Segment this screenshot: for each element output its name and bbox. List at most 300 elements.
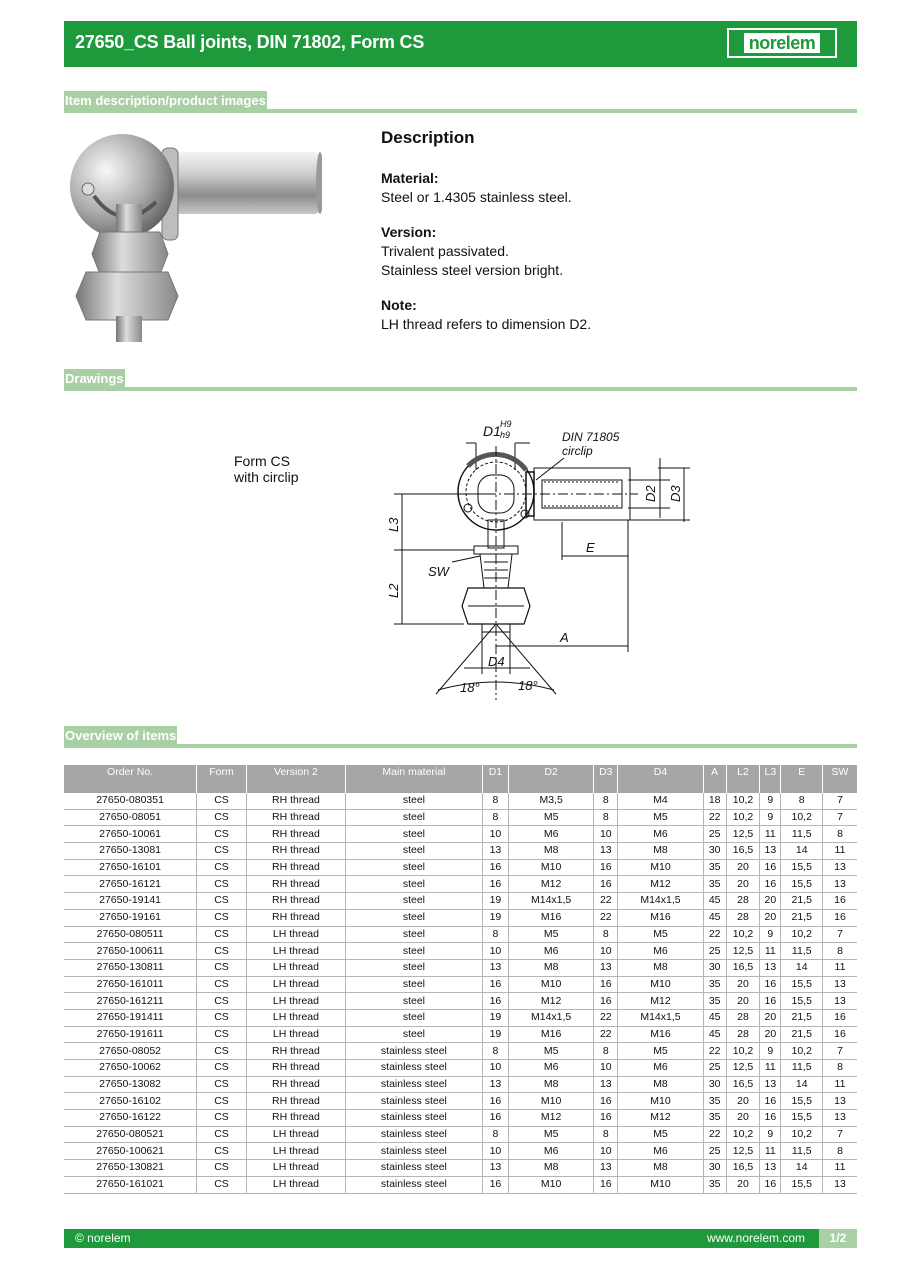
table-cell: 22 bbox=[703, 1043, 726, 1060]
table-row[interactable] bbox=[64, 976, 857, 993]
table-cell: steel bbox=[346, 976, 483, 993]
table-cell: 16 bbox=[760, 976, 781, 993]
table-cell: 35 bbox=[703, 1110, 726, 1127]
table-cell: 18 bbox=[703, 793, 726, 809]
col-header[interactable]: L3 bbox=[760, 765, 781, 793]
table-cell: 12,5 bbox=[726, 1060, 759, 1077]
table-cell: 15,5 bbox=[781, 976, 823, 993]
table-cell: 10,2 bbox=[726, 1126, 759, 1143]
table-cell: 15,5 bbox=[781, 859, 823, 876]
table-cell: stainless steel bbox=[346, 1126, 483, 1143]
table-cell: LH thread bbox=[246, 993, 345, 1010]
table-cell: 8 bbox=[482, 809, 508, 826]
table-cell: CS bbox=[197, 809, 247, 826]
table-cell: LH thread bbox=[246, 926, 345, 943]
table-cell: 10 bbox=[594, 826, 618, 843]
table-cell: steel bbox=[346, 826, 483, 843]
table-cell: 15,5 bbox=[781, 876, 823, 893]
table-cell: 9 bbox=[760, 1126, 781, 1143]
table-cell: 16 bbox=[760, 1110, 781, 1127]
table-cell: CS bbox=[197, 1143, 247, 1160]
table-cell: M6 bbox=[618, 1060, 703, 1077]
table-cell: 19 bbox=[482, 1009, 508, 1026]
table-cell: 20 bbox=[726, 993, 759, 1010]
table-cell: RH thread bbox=[246, 843, 345, 860]
table-cell: 27650-16122 bbox=[64, 1110, 197, 1127]
table-cell: 13 bbox=[760, 1076, 781, 1093]
table-cell: 27650-08052 bbox=[64, 1043, 197, 1060]
table-cell: 13 bbox=[594, 959, 618, 976]
table-cell: 13 bbox=[822, 1176, 857, 1193]
table-row[interactable] bbox=[64, 859, 857, 876]
table-cell: 16 bbox=[594, 993, 618, 1010]
table-cell: M5 bbox=[618, 926, 703, 943]
table-cell: CS bbox=[197, 893, 247, 910]
table-cell: steel bbox=[346, 926, 483, 943]
col-header[interactable]: D3 bbox=[594, 765, 618, 793]
table-row[interactable] bbox=[64, 793, 857, 809]
table-cell: M14x1,5 bbox=[509, 1009, 594, 1026]
table-cell: 8 bbox=[822, 943, 857, 960]
table-cell: CS bbox=[197, 1126, 247, 1143]
table-cell: M8 bbox=[618, 1076, 703, 1093]
table-cell: 16 bbox=[482, 993, 508, 1010]
dim-angle-right: 18° bbox=[518, 678, 538, 693]
table-cell: 27650-13081 bbox=[64, 843, 197, 860]
table-cell: 16 bbox=[760, 859, 781, 876]
footer-copyright: © norelem bbox=[75, 1231, 131, 1245]
table-cell: 27650-161021 bbox=[64, 1176, 197, 1193]
table-cell: 16 bbox=[822, 1026, 857, 1043]
table-row[interactable] bbox=[64, 1176, 857, 1193]
din-label-2: circlip bbox=[562, 444, 593, 458]
table-cell: 22 bbox=[703, 1126, 726, 1143]
table-cell: LH thread bbox=[246, 959, 345, 976]
table-cell: stainless steel bbox=[346, 1043, 483, 1060]
table-row[interactable] bbox=[64, 1160, 857, 1177]
table-cell: 9 bbox=[760, 926, 781, 943]
table-cell: 22 bbox=[594, 1009, 618, 1026]
table-cell: 10,2 bbox=[781, 1126, 823, 1143]
table-cell: 25 bbox=[703, 1060, 726, 1077]
page-footer bbox=[64, 1229, 857, 1248]
table-cell: CS bbox=[197, 959, 247, 976]
section-title-overview: Overview of items bbox=[64, 726, 177, 746]
table-cell: M5 bbox=[509, 926, 594, 943]
col-header[interactable]: Form bbox=[197, 765, 247, 793]
section-item-description bbox=[64, 91, 857, 113]
table-row[interactable] bbox=[64, 1026, 857, 1043]
table-cell: 20 bbox=[760, 909, 781, 926]
table-cell: 14 bbox=[781, 1160, 823, 1177]
table-row[interactable] bbox=[64, 1093, 857, 1110]
table-cell: 8 bbox=[594, 793, 618, 809]
table-row[interactable] bbox=[64, 993, 857, 1010]
table-cell: 10 bbox=[482, 1143, 508, 1160]
table-cell: 28 bbox=[726, 909, 759, 926]
table-cell: 8 bbox=[594, 1043, 618, 1060]
table-cell: M8 bbox=[618, 959, 703, 976]
table-cell: M3,5 bbox=[509, 793, 594, 809]
table-cell: 12,5 bbox=[726, 826, 759, 843]
table-cell: 15,5 bbox=[781, 1093, 823, 1110]
table-cell: RH thread bbox=[246, 893, 345, 910]
table-header-row bbox=[64, 765, 857, 793]
table-cell: 13 bbox=[482, 843, 508, 860]
table-cell: 13 bbox=[594, 843, 618, 860]
table-cell: steel bbox=[346, 959, 483, 976]
section-divider bbox=[64, 109, 857, 113]
table-cell: 27650-130821 bbox=[64, 1160, 197, 1177]
table-cell: 16,5 bbox=[726, 959, 759, 976]
table-cell: 14 bbox=[781, 1076, 823, 1093]
table-cell: M10 bbox=[618, 859, 703, 876]
table-cell: 20 bbox=[726, 859, 759, 876]
table-cell: stainless steel bbox=[346, 1076, 483, 1093]
table-cell: 13 bbox=[594, 1076, 618, 1093]
table-cell: 25 bbox=[703, 826, 726, 843]
table-cell: 8 bbox=[822, 1143, 857, 1160]
dim-e: E bbox=[586, 540, 595, 555]
table-cell: 16 bbox=[594, 976, 618, 993]
table-cell: M5 bbox=[509, 1043, 594, 1060]
table-cell: CS bbox=[197, 1160, 247, 1177]
table-cell: RH thread bbox=[246, 1060, 345, 1077]
table-row[interactable] bbox=[64, 876, 857, 893]
table-cell: 7 bbox=[822, 809, 857, 826]
table-cell: 16 bbox=[594, 859, 618, 876]
table-cell: LH thread bbox=[246, 1026, 345, 1043]
table-cell: 25 bbox=[703, 1143, 726, 1160]
table-row[interactable] bbox=[64, 926, 857, 943]
table-cell: stainless steel bbox=[346, 1060, 483, 1077]
table-cell: 28 bbox=[726, 893, 759, 910]
table-cell: 10 bbox=[594, 1143, 618, 1160]
table-row[interactable] bbox=[64, 1143, 857, 1160]
table-cell: 19 bbox=[482, 1026, 508, 1043]
col-header[interactable]: SW bbox=[822, 765, 857, 793]
table-cell: 16 bbox=[482, 876, 508, 893]
table-cell: LH thread bbox=[246, 1176, 345, 1193]
table-cell: 11 bbox=[822, 1076, 857, 1093]
col-header[interactable]: Order No. bbox=[64, 765, 197, 793]
section-title-drawings: Drawings bbox=[64, 369, 125, 389]
table-row[interactable] bbox=[64, 943, 857, 960]
table-cell: 45 bbox=[703, 893, 726, 910]
table-cell: 13 bbox=[482, 1160, 508, 1177]
table-cell: 20 bbox=[760, 1026, 781, 1043]
table-cell: M12 bbox=[618, 876, 703, 893]
table-cell: 8 bbox=[482, 1043, 508, 1060]
table-cell: 27650-19161 bbox=[64, 909, 197, 926]
table-cell: 9 bbox=[760, 809, 781, 826]
table-cell: 11 bbox=[760, 1060, 781, 1077]
table-cell: 10,2 bbox=[726, 1043, 759, 1060]
table-cell: M12 bbox=[509, 993, 594, 1010]
table-cell: 10 bbox=[482, 1060, 508, 1077]
table-cell: steel bbox=[346, 909, 483, 926]
table-row[interactable] bbox=[64, 909, 857, 926]
table-row[interactable] bbox=[64, 893, 857, 910]
col-header[interactable]: L2 bbox=[726, 765, 759, 793]
page-number: 1/2 bbox=[819, 1229, 857, 1248]
table-cell: 16,5 bbox=[726, 1076, 759, 1093]
table-cell: M12 bbox=[509, 876, 594, 893]
dim-d3: D3 bbox=[668, 485, 683, 502]
table-cell: 11,5 bbox=[781, 826, 823, 843]
table-cell: CS bbox=[197, 1176, 247, 1193]
table-cell: 10,2 bbox=[781, 1043, 823, 1060]
table-cell: steel bbox=[346, 843, 483, 860]
table-cell: 35 bbox=[703, 876, 726, 893]
table-cell: steel bbox=[346, 1009, 483, 1026]
note-text: LH thread refers to dimension D2. bbox=[381, 316, 592, 332]
table-cell: CS bbox=[197, 1060, 247, 1077]
table-row[interactable] bbox=[64, 809, 857, 826]
din-label-1: DIN 71805 bbox=[562, 430, 620, 444]
norelem-logo[interactable]: norelem bbox=[727, 28, 837, 58]
table-cell: M12 bbox=[509, 1110, 594, 1127]
table-cell: M6 bbox=[618, 826, 703, 843]
table-cell: 8 bbox=[594, 926, 618, 943]
table-cell: CS bbox=[197, 1043, 247, 1060]
table-cell: 16 bbox=[822, 1009, 857, 1026]
table-cell: RH thread bbox=[246, 793, 345, 809]
table-cell: 10,2 bbox=[781, 926, 823, 943]
table-cell: 10 bbox=[482, 943, 508, 960]
table-cell: 11,5 bbox=[781, 1060, 823, 1077]
col-header[interactable]: A bbox=[703, 765, 726, 793]
table-cell: 11,5 bbox=[781, 1143, 823, 1160]
table-cell: 27650-19141 bbox=[64, 893, 197, 910]
table-cell: CS bbox=[197, 993, 247, 1010]
dim-l3: L3 bbox=[386, 517, 401, 532]
table-row[interactable] bbox=[64, 1076, 857, 1093]
table-cell: 11,5 bbox=[781, 943, 823, 960]
table-cell: M10 bbox=[509, 859, 594, 876]
table-cell: CS bbox=[197, 843, 247, 860]
table-cell: M10 bbox=[509, 976, 594, 993]
table-cell: 27650-080511 bbox=[64, 926, 197, 943]
table-row[interactable] bbox=[64, 826, 857, 843]
table-cell: 22 bbox=[594, 1026, 618, 1043]
table-cell: 22 bbox=[594, 893, 618, 910]
table-cell: LH thread bbox=[246, 943, 345, 960]
product-image bbox=[64, 124, 322, 346]
table-cell: 8 bbox=[482, 926, 508, 943]
table-cell: 28 bbox=[726, 1026, 759, 1043]
table-cell: stainless steel bbox=[346, 1176, 483, 1193]
version-info bbox=[381, 223, 811, 280]
table-cell: 45 bbox=[703, 909, 726, 926]
table-cell: M6 bbox=[618, 1143, 703, 1160]
table-cell: 20 bbox=[726, 1176, 759, 1193]
table-cell: 13 bbox=[482, 1076, 508, 1093]
table-cell: 11 bbox=[760, 1143, 781, 1160]
table-cell: steel bbox=[346, 893, 483, 910]
table-cell: 27650-16121 bbox=[64, 876, 197, 893]
col-header[interactable]: D1 bbox=[482, 765, 508, 793]
table-cell: M8 bbox=[509, 843, 594, 860]
table-cell: 20 bbox=[760, 893, 781, 910]
table-cell: 16 bbox=[482, 1176, 508, 1193]
table-cell: 7 bbox=[822, 926, 857, 943]
table-cell: 14 bbox=[781, 959, 823, 976]
table-cell: 30 bbox=[703, 843, 726, 860]
table-cell: M5 bbox=[509, 1126, 594, 1143]
table-cell: steel bbox=[346, 993, 483, 1010]
col-header[interactable]: Main material bbox=[346, 765, 483, 793]
table-cell: M6 bbox=[509, 943, 594, 960]
table-cell: M6 bbox=[509, 1143, 594, 1160]
table-cell: CS bbox=[197, 859, 247, 876]
form-label-line-1: Form CS bbox=[234, 453, 290, 469]
table-cell: 16 bbox=[594, 1093, 618, 1110]
table-cell: M5 bbox=[618, 1043, 703, 1060]
table-cell: 35 bbox=[703, 993, 726, 1010]
dim-d1-tol-bottom: h9 bbox=[500, 430, 511, 440]
table-cell: 27650-130811 bbox=[64, 959, 197, 976]
table-cell: 16,5 bbox=[726, 843, 759, 860]
table-cell: M16 bbox=[618, 1026, 703, 1043]
table-cell: LH thread bbox=[246, 1143, 345, 1160]
table-cell: 9 bbox=[760, 793, 781, 809]
table-cell: 9 bbox=[760, 1043, 781, 1060]
table-cell: 15,5 bbox=[781, 1176, 823, 1193]
table-cell: 13 bbox=[482, 959, 508, 976]
table-cell: 13 bbox=[760, 1160, 781, 1177]
table-cell: LH thread bbox=[246, 1126, 345, 1143]
table-cell: 16 bbox=[822, 893, 857, 910]
table-row[interactable] bbox=[64, 843, 857, 860]
table-cell: CS bbox=[197, 976, 247, 993]
section-overview bbox=[64, 726, 857, 748]
material-label: Material: bbox=[381, 170, 439, 186]
table-cell: CS bbox=[197, 1076, 247, 1093]
table-cell: M10 bbox=[618, 1093, 703, 1110]
table-cell: M10 bbox=[618, 1176, 703, 1193]
col-header[interactable]: D2 bbox=[509, 765, 594, 793]
table-cell: CS bbox=[197, 876, 247, 893]
table-cell: 13 bbox=[822, 993, 857, 1010]
table-cell: steel bbox=[346, 809, 483, 826]
table-cell: RH thread bbox=[246, 809, 345, 826]
page-header bbox=[64, 21, 857, 67]
dim-d2: D2 bbox=[643, 485, 658, 502]
table-cell: 11 bbox=[822, 843, 857, 860]
table-row[interactable] bbox=[64, 1126, 857, 1143]
table-cell: 10,2 bbox=[726, 926, 759, 943]
table-cell: 7 bbox=[822, 793, 857, 809]
table-cell: M5 bbox=[509, 809, 594, 826]
table-cell: 21,5 bbox=[781, 1026, 823, 1043]
table-cell: 13 bbox=[822, 976, 857, 993]
table-cell: LH thread bbox=[246, 1009, 345, 1026]
table-cell: M8 bbox=[618, 843, 703, 860]
table-cell: 11 bbox=[760, 943, 781, 960]
table-cell: 30 bbox=[703, 1160, 726, 1177]
table-cell: 7 bbox=[822, 1043, 857, 1060]
table-cell: M12 bbox=[618, 1110, 703, 1127]
table-row[interactable] bbox=[64, 1110, 857, 1127]
dim-d1: D1 bbox=[483, 423, 501, 439]
technical-drawing bbox=[380, 410, 700, 710]
table-cell: 16 bbox=[760, 993, 781, 1010]
table-cell: 10 bbox=[482, 826, 508, 843]
table-cell: 27650-080521 bbox=[64, 1126, 197, 1143]
table-cell: 27650-08051 bbox=[64, 809, 197, 826]
description-block bbox=[381, 128, 811, 350]
table-cell: 21,5 bbox=[781, 1009, 823, 1026]
table-cell: M6 bbox=[509, 826, 594, 843]
table-cell: 27650-10061 bbox=[64, 826, 197, 843]
col-header[interactable]: Version 2 bbox=[246, 765, 345, 793]
table-cell: 13 bbox=[822, 1093, 857, 1110]
table-cell: 16 bbox=[594, 1110, 618, 1127]
table-cell: 20 bbox=[760, 1009, 781, 1026]
table-row[interactable] bbox=[64, 1043, 857, 1060]
table-cell: M4 bbox=[618, 793, 703, 809]
table-cell: 27650-100621 bbox=[64, 1143, 197, 1160]
table-cell: 16 bbox=[594, 1176, 618, 1193]
table-cell: steel bbox=[346, 876, 483, 893]
table-cell: steel bbox=[346, 943, 483, 960]
table-cell: 45 bbox=[703, 1009, 726, 1026]
table-cell: 8 bbox=[822, 1060, 857, 1077]
table-cell: 20 bbox=[726, 976, 759, 993]
table-cell: M10 bbox=[509, 1093, 594, 1110]
table-cell: steel bbox=[346, 1026, 483, 1043]
dim-angle-left: 18° bbox=[460, 680, 480, 695]
table-cell: 11 bbox=[760, 826, 781, 843]
table-row[interactable] bbox=[64, 1009, 857, 1026]
table-cell: 21,5 bbox=[781, 893, 823, 910]
table-cell: M6 bbox=[618, 943, 703, 960]
table-cell: 8 bbox=[594, 809, 618, 826]
table-cell: 28 bbox=[726, 1009, 759, 1026]
table-cell: 35 bbox=[703, 976, 726, 993]
table-cell: 25 bbox=[703, 943, 726, 960]
table-cell: 16,5 bbox=[726, 1160, 759, 1177]
table-cell: M10 bbox=[618, 976, 703, 993]
table-row[interactable] bbox=[64, 1060, 857, 1077]
table-cell: CS bbox=[197, 926, 247, 943]
table-cell: CS bbox=[197, 943, 247, 960]
version-line-1: Trivalent passivated. bbox=[381, 243, 509, 259]
items-table bbox=[64, 765, 857, 1194]
table-cell: 8 bbox=[482, 793, 508, 809]
col-header[interactable]: D4 bbox=[618, 765, 703, 793]
table-cell: 27650-080351 bbox=[64, 793, 197, 809]
table-cell: 13 bbox=[760, 843, 781, 860]
table-cell: CS bbox=[197, 793, 247, 809]
table-cell: 16 bbox=[482, 1093, 508, 1110]
table-cell: 10 bbox=[594, 943, 618, 960]
version-label: Version: bbox=[381, 224, 437, 240]
table-cell: 13 bbox=[594, 1160, 618, 1177]
footer-url[interactable]: www.norelem.com bbox=[706, 1231, 805, 1245]
table-cell: 12,5 bbox=[726, 943, 759, 960]
table-cell: 22 bbox=[703, 926, 726, 943]
table-cell: RH thread bbox=[246, 1093, 345, 1110]
table-cell: RH thread bbox=[246, 1043, 345, 1060]
table-cell: 16 bbox=[482, 859, 508, 876]
table-cell: steel bbox=[346, 859, 483, 876]
table-cell: 22 bbox=[594, 909, 618, 926]
col-header[interactable]: E bbox=[781, 765, 823, 793]
table-cell: M14x1,5 bbox=[509, 893, 594, 910]
table-row[interactable] bbox=[64, 959, 857, 976]
